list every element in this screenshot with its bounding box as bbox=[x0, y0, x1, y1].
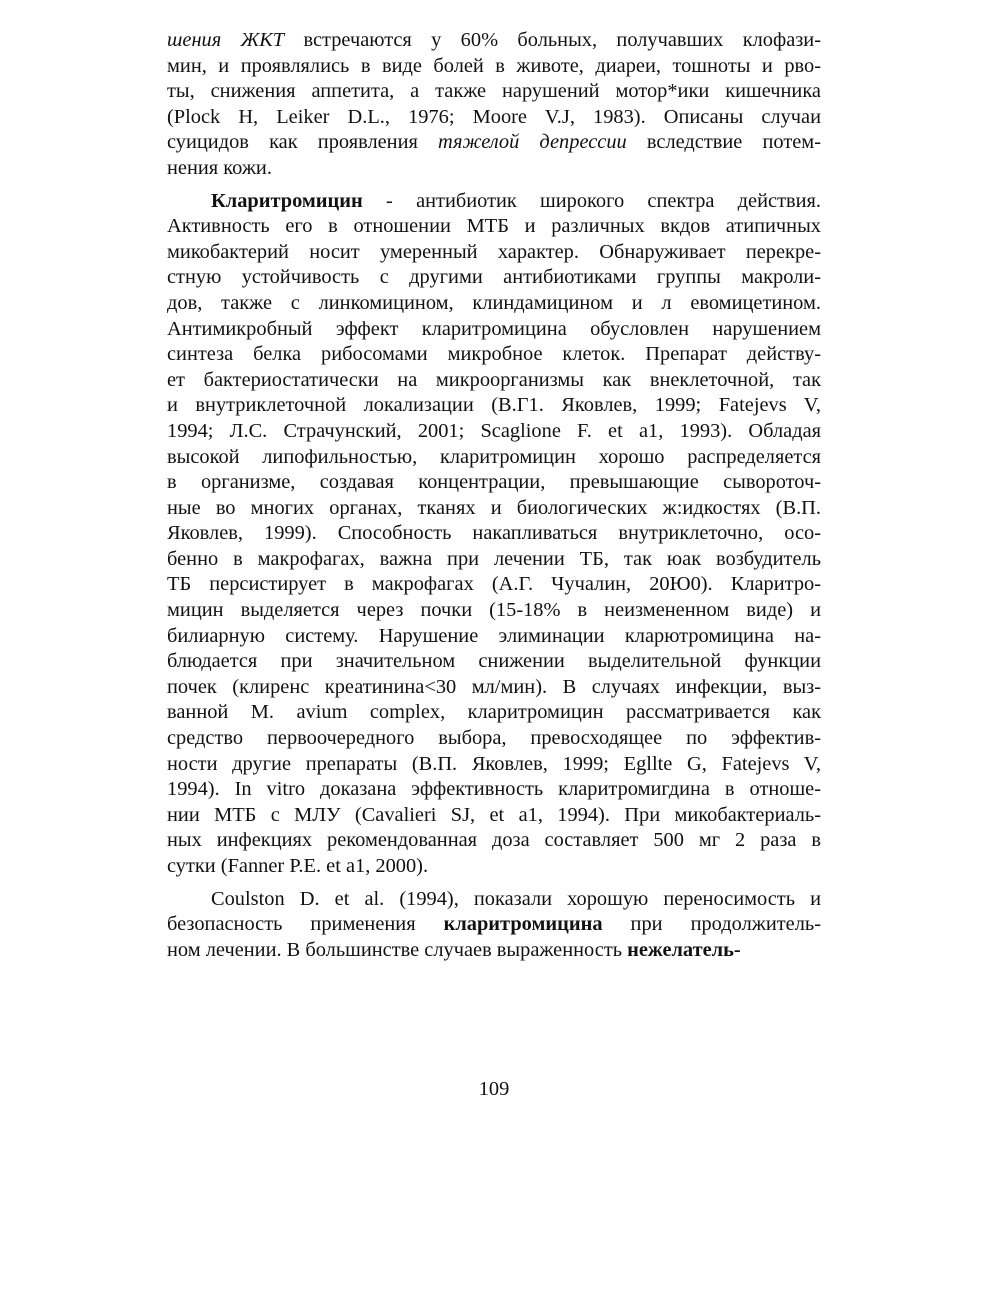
document-page bbox=[167, 28, 821, 963]
text-run: стную устойчивость с другими антибиотиками группы макроли- bbox=[167, 266, 821, 289]
text-line bbox=[167, 105, 821, 131]
text-run: - антибиотик широкого спектра действия. bbox=[362, 189, 821, 212]
bold-term: Кларитромицин bbox=[211, 189, 363, 212]
text-line bbox=[167, 547, 821, 573]
text-run: ности другие препараты (В.П. Яковлев, 1999; Egllte G, Fatejevs V, bbox=[167, 752, 821, 775]
italic-term: шения ЖКТ bbox=[167, 29, 285, 51]
paragraph-2 bbox=[167, 189, 821, 880]
text-line bbox=[167, 342, 821, 368]
text-run: Яковлев, 1999). Способность накапливаться внутриклеточно, осо- bbox=[167, 522, 821, 545]
text-run: высокой липофильностью, кларитромицин хорошо распределяется bbox=[167, 445, 821, 468]
text-line bbox=[167, 598, 821, 624]
text-line bbox=[167, 938, 821, 964]
text-run: при продолжитель- bbox=[602, 913, 821, 936]
text-run: ТБ персистирует в макрофагах (А.Г. Чучалин, 20Ю0). Кларитро- bbox=[167, 573, 821, 596]
bold-term: нежелатель- bbox=[627, 938, 741, 961]
text-run: встречаются у 60% больных, получавших клофази- bbox=[284, 29, 822, 51]
text-run: дов, также с линкомицином, клиндамицином и л евомицетином. bbox=[167, 291, 821, 314]
text-run: Coulston D. et al. (1994), показали хорошую переносимость и bbox=[211, 887, 821, 910]
text-line bbox=[167, 854, 821, 880]
bold-term: кларитромицина bbox=[443, 913, 603, 936]
text-line bbox=[167, 130, 821, 156]
text-line bbox=[167, 214, 821, 240]
text-line bbox=[167, 419, 821, 445]
text-line bbox=[167, 803, 821, 829]
text-run: микобактерий носит умеренный характер. Обнаруживает перекре- bbox=[167, 240, 821, 263]
page-number: 109 bbox=[478, 1078, 510, 1100]
text-line bbox=[167, 317, 821, 343]
text-line bbox=[167, 777, 821, 803]
text-line bbox=[167, 828, 821, 854]
text-run: бенно в макрофагах, важна при лечении ТБ, так юак возбудитель bbox=[167, 547, 821, 570]
text-run: Антимикробный эффект кларитромицина обусловлен нарушением bbox=[167, 317, 821, 340]
text-run: мицин выделяется через почки (15-18% в неизмененном виде) и bbox=[167, 599, 821, 622]
text-line bbox=[167, 445, 821, 471]
text-line bbox=[167, 28, 821, 54]
text-line bbox=[167, 521, 821, 547]
text-run: ном лечении. В большинстве случаев выраженность bbox=[167, 938, 628, 961]
paragraph-1 bbox=[167, 28, 821, 182]
text-line bbox=[167, 189, 821, 215]
text-line bbox=[167, 265, 821, 291]
text-line bbox=[167, 470, 821, 496]
text-run: ты, снижения аппетита, а также нарушений мотор*ики кишечника bbox=[167, 80, 821, 103]
text-line bbox=[167, 649, 821, 675]
text-run: нения кожи. bbox=[167, 156, 272, 179]
text-run: в организме, создавая концентрации, превышающие сывороточ- bbox=[167, 471, 821, 494]
text-line bbox=[167, 726, 821, 752]
text-line bbox=[167, 624, 821, 650]
text-line bbox=[167, 887, 821, 913]
text-run: ных инфекциях рекомендованная доза составляет 500 мг 2 раза в bbox=[167, 829, 821, 852]
text-run: и внутриклеточной локализации (В.Г1. Яковлев, 1999; Fatejevs V, bbox=[167, 394, 821, 417]
text-run: вследствие потем- bbox=[626, 131, 821, 154]
text-line bbox=[167, 368, 821, 394]
text-line bbox=[167, 240, 821, 266]
text-line bbox=[167, 156, 821, 182]
text-run: сутки (Fanner P.E. et a1, 2000). bbox=[167, 855, 429, 877]
paragraph-3 bbox=[167, 887, 821, 964]
text-run: 1994). In vitro доказана эффективность кларитромигдина в отноше- bbox=[167, 778, 821, 801]
text-run: синтеза белка рибосомами микробное клеток. Препарат действу- bbox=[167, 343, 821, 366]
text-line bbox=[167, 752, 821, 778]
text-run: билиарную систему. Нарушение элиминации кларютромицина на- bbox=[167, 624, 821, 647]
text-run: нии МТБ с МЛУ (Cavalieri SJ, et a1, 1994). При микобактериаль- bbox=[167, 803, 821, 826]
text-run: ет бактериостатически на микроорганизмы как внеклеточной, так bbox=[167, 368, 821, 391]
text-line bbox=[167, 572, 821, 598]
text-line bbox=[167, 79, 821, 105]
text-run: суицидов как проявления bbox=[167, 131, 439, 154]
text-run: мин, и проявлялись в виде болей в животе, диареи, тошноты и рво- bbox=[167, 54, 821, 77]
text-run: ные во многих органах, тканях и биологических ж:идкостях (В.П. bbox=[167, 496, 821, 519]
text-line bbox=[167, 912, 821, 938]
text-run: блюдается при значительном снижении выделительной функции bbox=[167, 650, 821, 673]
text-run: безопасность применения bbox=[167, 913, 444, 936]
text-run: ванной M. avium complex, кларитромицин рассматривается как bbox=[167, 701, 821, 724]
text-line bbox=[167, 54, 821, 80]
text-line bbox=[167, 496, 821, 522]
text-line bbox=[167, 700, 821, 726]
text-line bbox=[167, 675, 821, 701]
text-line bbox=[167, 393, 821, 419]
text-line bbox=[167, 291, 821, 317]
italic-term: тяжелой депрессии bbox=[438, 131, 627, 154]
text-run: 1994; Л.С. Страчунский, 2001; Scaglione F. et a1, 1993). Обладая bbox=[167, 419, 821, 442]
text-run: (Plock H, Leiker D.L., 1976; Moore V.J, 1983). Описаны случаи bbox=[167, 105, 821, 128]
text-run: почек (клиренс креатинина<30 мл/мин). В случаях инфекции, выз- bbox=[167, 675, 821, 698]
text-run: Активность его в отношении МТБ и различных вкдов атипичных bbox=[167, 215, 821, 238]
text-run: средство первоочередного выбора, превосходящее по эффектив- bbox=[167, 727, 821, 750]
